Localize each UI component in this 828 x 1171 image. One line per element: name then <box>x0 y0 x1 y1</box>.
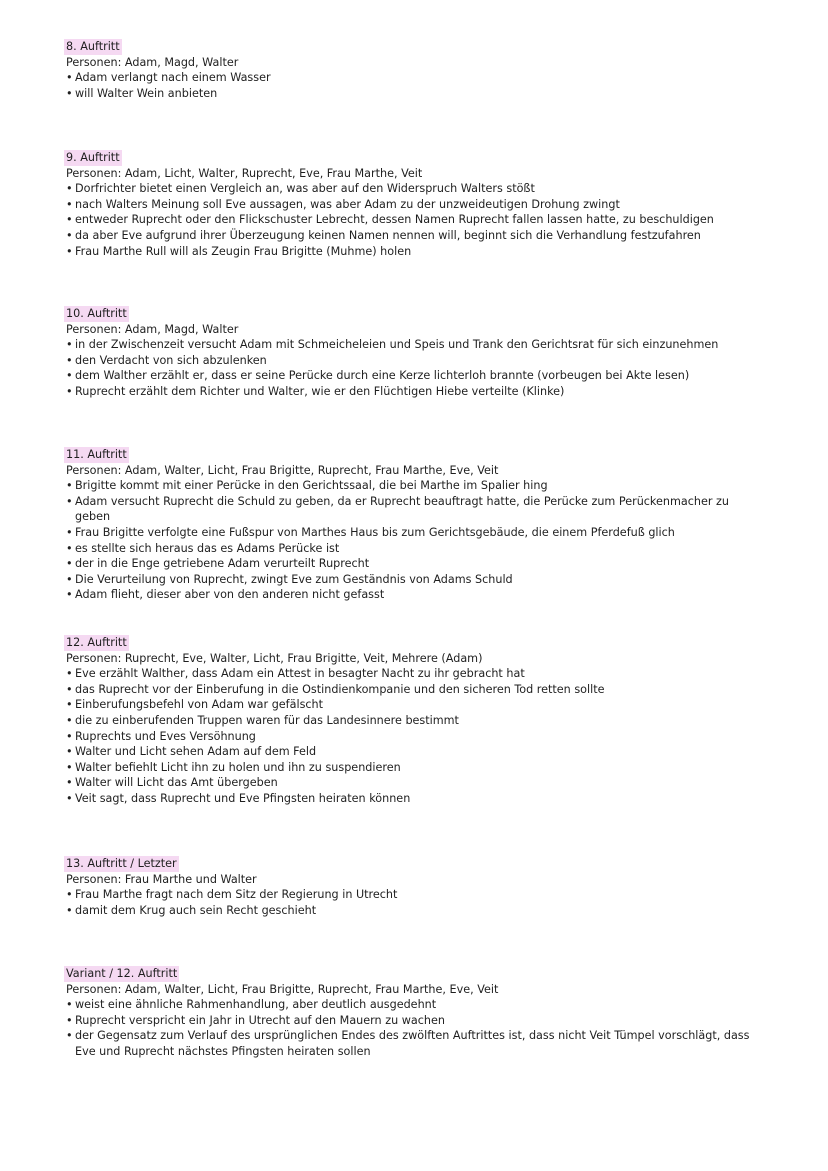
bullet-item: • der in die Enge getriebene Adam verurteilt Ruprecht <box>66 556 766 572</box>
bullet-item: • Ruprechts und Eves Versöhnung <box>66 729 604 745</box>
scene-title: 9. Auftritt <box>66 151 120 164</box>
bullet-item: • die zu einberufenden Truppen waren für das Landesinnere bestimmt <box>66 713 604 729</box>
scene-title: 11. Auftritt <box>66 448 127 461</box>
bullet-item: • will Walter Wein anbieten <box>66 86 271 102</box>
bullet-item: • Eve erzählt Walther, dass Adam ein Attest in besagter Nacht zu ihr gebracht hat <box>66 666 604 682</box>
bullet-item: • Walter will Licht das Amt übergeben <box>66 775 604 791</box>
bullet-item: • Frau Marthe fragt nach dem Sitz der Regierung in Utrecht <box>66 887 397 903</box>
scene-bullets <box>66 887 397 918</box>
bullet-item: • da aber Eve aufgrund ihrer Überzeugung keinen Namen nennen will, beginnt sich die Verhandlung festzufahren <box>66 228 714 244</box>
scene-bullets <box>66 181 714 259</box>
bullet-item: • in der Zwischenzeit versucht Adam mit Schmeicheleien und Speis und Trank den Gerichtsrat für sich einzunehmen <box>66 337 718 353</box>
bullet-item: • weist eine ähnliche Rahmenhandlung, aber deutlich ausgedehnt <box>66 997 766 1013</box>
scene-title: 12. Auftritt <box>66 636 127 649</box>
scene-variant-12 <box>66 962 766 1060</box>
scene-persons: Personen: Adam, Licht, Walter, Ruprecht, Eve, Frau Marthe, Veit <box>66 166 423 180</box>
scene-title: 8. Auftritt <box>66 40 120 53</box>
bullet-item: • Ruprecht erzählt dem Richter und Walter, wie er den Flüchtigen Hiebe verteilte (Klinke) <box>66 384 718 400</box>
bullet-item: • den Verdacht von sich abzulenken <box>66 353 718 369</box>
scene-bullets <box>66 478 766 603</box>
scene-bullets <box>66 997 766 1059</box>
scene-persons: Personen: Adam, Magd, Walter <box>66 55 239 69</box>
scene-9 <box>66 146 714 259</box>
scene-persons: Personen: Adam, Magd, Walter <box>66 322 239 336</box>
bullet-item: • der Gegensatz zum Verlauf des ursprünglichen Endes des zwölften Auftrittes ist, dass nicht Veit Tümpel vorschlägt, dass Eve und Ruprecht nächstes Pfingsten heiraten sollen <box>66 1028 766 1059</box>
scene-10 <box>66 302 718 400</box>
bullet-item: • Dorfrichter bietet einen Vergleich an, was aber auf den Widerspruch Walters stößt <box>66 181 714 197</box>
bullet-item: • Adam verlangt nach einem Wasser <box>66 70 271 86</box>
scene-12 <box>66 631 604 807</box>
scene-title: 10. Auftritt <box>66 307 127 320</box>
scene-8 <box>66 35 271 101</box>
scene-persons: Personen: Ruprecht, Eve, Walter, Licht, Frau Brigitte, Veit, Mehrere (Adam) <box>66 651 483 665</box>
bullet-item: • Brigitte kommt mit einer Perücke in den Gerichtssaal, die bei Marthe im Spalier hing <box>66 478 766 494</box>
scene-persons: Personen: Adam, Walter, Licht, Frau Brigitte, Ruprecht, Frau Marthe, Eve, Veit <box>66 982 499 996</box>
scene-bullets <box>66 666 604 806</box>
scene-title: Variant / 12. Auftritt <box>66 967 178 980</box>
scene-persons: Personen: Frau Marthe und Walter <box>66 872 257 886</box>
scene-bullets <box>66 337 718 399</box>
bullet-item: • Einberufungsbefehl von Adam war gefälscht <box>66 697 604 713</box>
bullet-item: • Walter befiehlt Licht ihn zu holen und ihn zu suspendieren <box>66 760 604 776</box>
scene-title: 13. Auftritt / Letzter <box>66 857 177 870</box>
bullet-item: • entweder Ruprecht oder den Flickschuster Lebrecht, dessen Namen Ruprecht fallen lassen hatte, zu beschuldigen <box>66 212 714 228</box>
bullet-item: • es stellte sich heraus das es Adams Perücke ist <box>66 541 766 557</box>
bullet-item: • damit dem Krug auch sein Recht geschieht <box>66 903 397 919</box>
bullet-item: • Adam versucht Ruprecht die Schuld zu geben, da er Ruprecht beauftragt hatte, die Perücke zum Perückenmacher zu geben <box>66 494 766 525</box>
bullet-item: • Adam flieht, dieser aber von den anderen nicht gefasst <box>66 587 766 603</box>
bullet-item: • Veit sagt, dass Ruprecht und Eve Pfingsten heiraten können <box>66 791 604 807</box>
bullet-item: • Ruprecht verspricht ein Jahr in Utrecht auf den Mauern zu wachen <box>66 1013 766 1029</box>
bullet-item: • Frau Marthe Rull will als Zeugin Frau Brigitte (Muhme) holen <box>66 244 714 260</box>
bullet-item: • dem Walther erzählt er, dass er seine Perücke durch eine Kerze lichterloh brannte (vorbeugen bei Akte lesen) <box>66 368 718 384</box>
bullet-item: • nach Walters Meinung soll Eve aussagen, was aber Adam zu der unzweideutigen Drohung zwingt <box>66 197 714 213</box>
bullet-item: • Walter und Licht sehen Adam auf dem Feld <box>66 744 604 760</box>
scene-bullets <box>66 70 271 101</box>
bullet-item: • das Ruprecht vor der Einberufung in die Ostindienkompanie und den sicheren Tod retten sollte <box>66 682 604 698</box>
scene-11 <box>66 443 766 603</box>
scene-persons: Personen: Adam, Walter, Licht, Frau Brigitte, Ruprecht, Frau Marthe, Eve, Veit <box>66 463 499 477</box>
scene-13 <box>66 852 397 918</box>
bullet-item: • Frau Brigitte verfolgte eine Fußspur von Marthes Haus bis zum Gerichtsgebäude, die einem Pferdefuß glich <box>66 525 766 541</box>
bullet-item: • Die Verurteilung von Ruprecht, zwingt Eve zum Geständnis von Adams Schuld <box>66 572 766 588</box>
